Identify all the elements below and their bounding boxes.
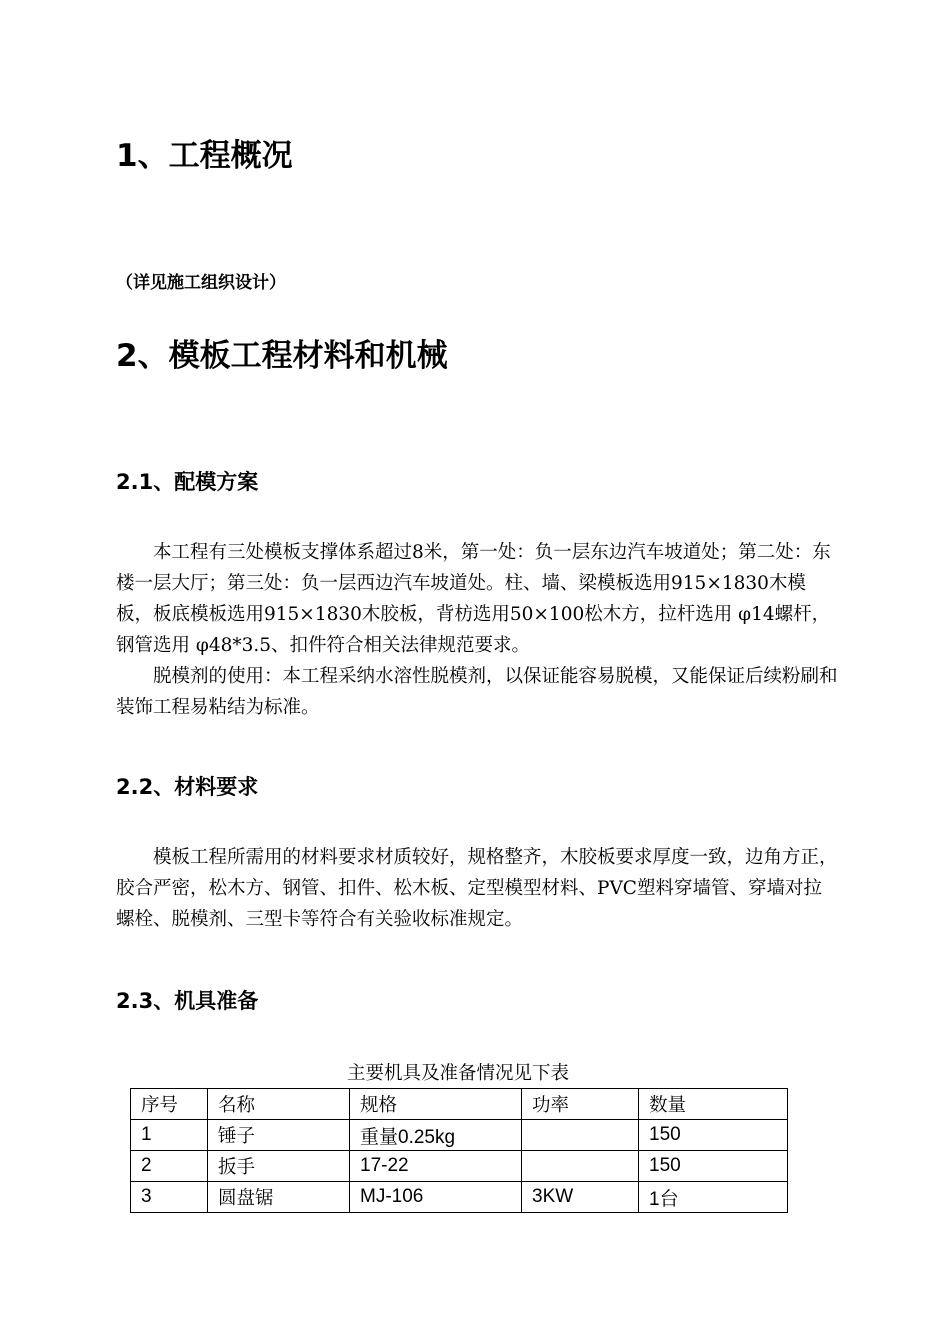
table-caption: 主要机具及准备情况见下表 — [346, 1063, 569, 1084]
cell-name: 锤子 — [208, 1120, 350, 1151]
header-cell-quantity: 数量 — [639, 1089, 788, 1120]
header-cell-number: 序号 — [131, 1089, 208, 1120]
section-2-1-body — [116, 537, 840, 723]
cell-power — [522, 1120, 639, 1151]
cell-number: 3 — [131, 1182, 208, 1213]
table-header-row — [131, 1089, 788, 1120]
section-2-heading: 2、模板工程材料和机械 — [116, 338, 448, 374]
header-cell-power: 功率 — [522, 1089, 639, 1120]
header-cell-name: 名称 — [208, 1089, 350, 1120]
cell-number: 2 — [131, 1151, 208, 1182]
section-1-note: （详见施工组织设计） — [116, 273, 286, 293]
cell-quantity: 150 — [639, 1120, 788, 1151]
equipment-table — [130, 1088, 788, 1213]
cell-quantity: 150 — [639, 1151, 788, 1182]
section-2-2-heading: 2.2、材料要求 — [116, 775, 259, 799]
section-1-heading: 1、工程概况 — [116, 138, 293, 174]
cell-number: 1 — [131, 1120, 208, 1151]
table-row — [131, 1151, 788, 1182]
paragraph: 脱模剂的使用：本工程采纳水溶性脱模剂，以保证能容易脱模，又能保证后续粉刷和装饰工程易粘结为标准。 — [116, 666, 838, 718]
header-cell-spec: 规格 — [350, 1089, 522, 1120]
section-2-1-heading: 2.1、配模方案 — [116, 470, 259, 494]
cell-spec: 17-22 — [350, 1151, 522, 1182]
section-2-2-body — [116, 842, 840, 935]
cell-power — [522, 1151, 639, 1182]
cell-quantity: 1台 — [639, 1182, 788, 1213]
cell-spec: MJ-106 — [350, 1182, 522, 1213]
cell-power: 3KW — [522, 1182, 639, 1213]
cell-name: 圆盘锯 — [208, 1182, 350, 1213]
table-row — [131, 1182, 788, 1213]
paragraph: 本工程有三处模板支撑体系超过8米，第一处：负一层东边汽车坡道处；第二处：东楼一层大厅；第三处：负一层西边汽车坡道处。柱、墙、梁模板选用915×1830木模板，板底模板选用915×1830木胶板，背枋选用50×100松木方，拉杆选用 φ14螺杆，钢管选用 φ48*3.5、扣件符合相关法律规范要求。 — [116, 542, 831, 656]
cell-name: 扳手 — [208, 1151, 350, 1182]
table-row — [131, 1120, 788, 1151]
cell-spec: 重量0.25kg — [350, 1120, 522, 1151]
section-2-3-heading: 2.3、机具准备 — [116, 989, 259, 1013]
paragraph: 模板工程所需用的材料要求材质较好，规格整齐，木胶板要求厚度一致，边角方正，胶合严密，松木方、钢管、扣件、松木板、定型模型材料、PVC塑料穿墙管、穿墙对拉螺栓、脱模剂、三型卡等符合有关验收标准规定。 — [116, 847, 838, 930]
